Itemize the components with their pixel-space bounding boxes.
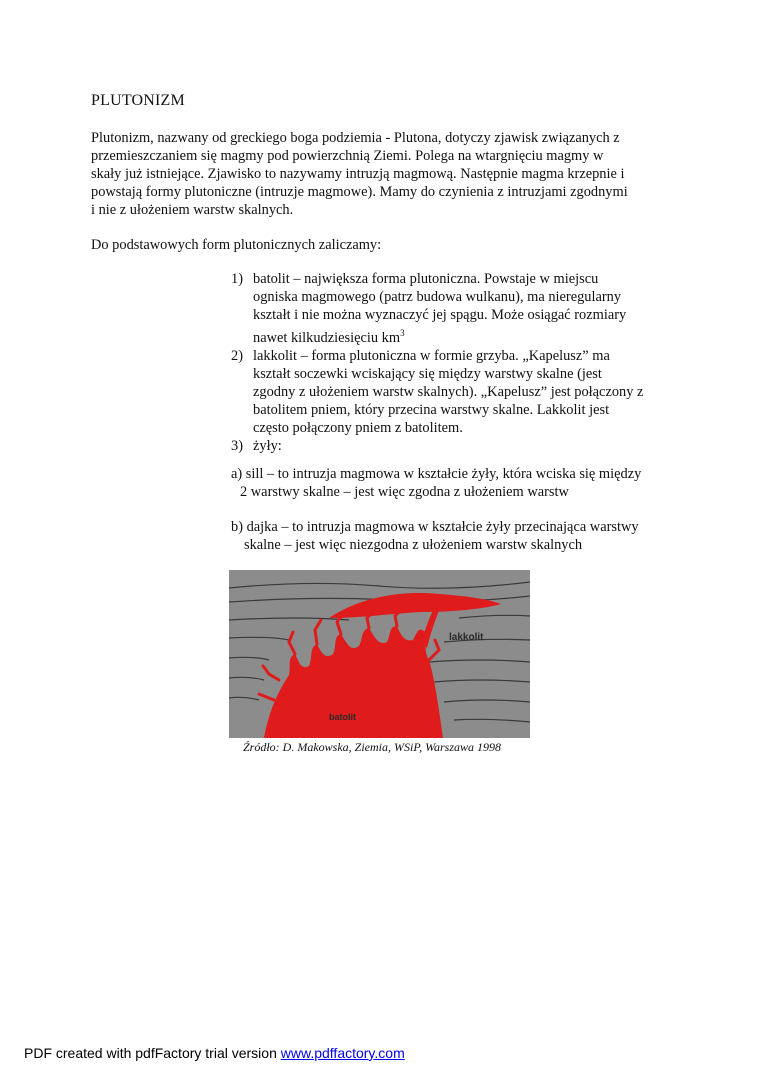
intro-line: przemieszczaniem się magmy pod powierzchnią Ziemi. Polega na wtargnięciu magmy w	[91, 148, 604, 164]
intro-paragraph	[91, 129, 691, 219]
footer-text: PDF created with pdfFactory trial version	[24, 1045, 281, 1061]
figure-caption: Źródło: D. Makowska, Ziemia, WSiP, Warszawa 1998	[243, 740, 502, 754]
dike-line: b) dajka – to intruzja magmowa w kształcie żyły przecinająca warstwy	[231, 519, 639, 535]
plutonism-diagram	[229, 570, 530, 738]
list-line: batolitem pniem, który przecina warstwy skalne. Lakkolit jest	[253, 402, 610, 418]
list-line: żyły:	[253, 438, 282, 454]
forms-intro: Do podstawowych form plutonicznych zaliczamy:	[91, 237, 382, 253]
label-batolit: batolit	[329, 712, 356, 722]
plutonism-diagram-svg	[229, 570, 530, 738]
page-title: PLUTONIZM	[91, 92, 185, 109]
list-item-lakkolit	[231, 347, 681, 437]
list-line-text: nawet kilkudziesięciu km	[253, 330, 401, 346]
list-line: zgodny z ułożeniem warstw skalnych). „Kapelusz” jest połączony z	[253, 384, 644, 400]
list-item-zyly	[231, 437, 681, 455]
forms-list	[231, 270, 681, 455]
list-line	[253, 324, 681, 347]
list-line: lakkolit – forma plutoniczna w formie grzyba. „Kapelusz” ma	[253, 348, 610, 364]
list-line: ogniska magmowego (patrz budowa wulkanu), ma nieregularny	[253, 289, 622, 305]
list-number: 3)	[231, 438, 243, 454]
list-line: często połączony pniem z batolitem.	[253, 420, 463, 436]
sill-line: a) sill – to intruzja magmowa w kształcie żyły, która wciska się między	[231, 466, 642, 482]
intro-line: powstają formy plutoniczne (intruzje magmowe). Mamy do czynienia z intruzjami zgodnymi	[91, 184, 628, 200]
intro-line: Plutonizm, nazwany od greckiego boga podziemia - Plutona, dotyczy zjawisk związanych z	[91, 130, 620, 146]
sill-definition	[231, 465, 681, 501]
intro-line: i nie z ułożeniem warstw skalnych.	[91, 202, 294, 218]
list-line: kształt soczewki wciskający się między warstwy skalne (jest	[253, 366, 602, 382]
intro-line: skały już istniejące. Zjawisko to nazywamy intruzją magmową. Następnie magma krzepnie i	[91, 166, 625, 182]
list-number: 2)	[231, 348, 243, 364]
list-line: kształt i nie można wyznaczyć jej spągu. Może osiągać rozmiary	[253, 307, 627, 323]
pdf-footer	[24, 1045, 405, 1061]
list-line: batolit – największa forma plutoniczna. Powstaje w miejscu	[253, 271, 599, 287]
footer-link[interactable]: www.pdffactory.com	[280, 1045, 405, 1061]
list-number: 1)	[231, 271, 243, 287]
dike-line: skalne – jest więc niezgodna z ułożeniem warstw skalnych	[244, 537, 583, 553]
list-item-batolit	[231, 270, 681, 347]
superscript: 3	[400, 328, 405, 338]
dike-definition	[231, 518, 681, 554]
label-lakkolit: lakkolit	[449, 632, 484, 643]
sill-line: 2 warstwy skalne – jest więc zgodna z ułożeniem warstw	[240, 484, 569, 500]
